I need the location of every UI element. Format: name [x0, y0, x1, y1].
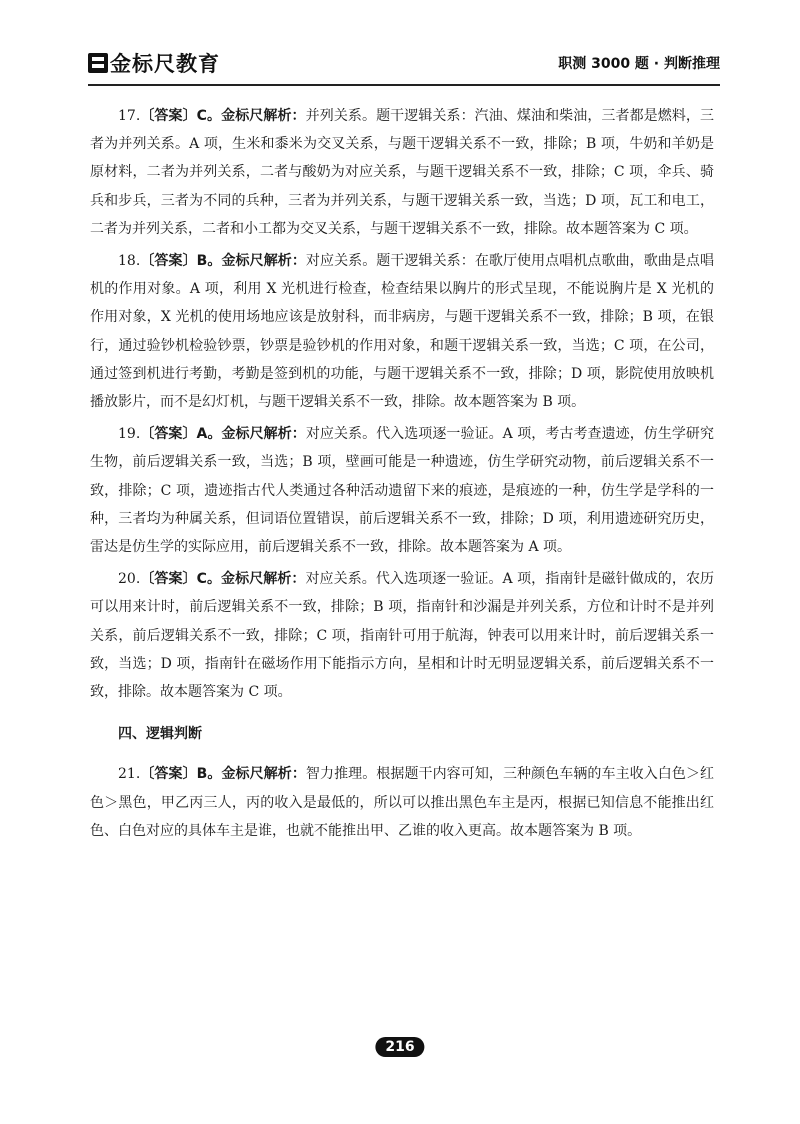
analysis-text: 并列关系。题干逻辑关系：汽油、煤油和柴油，三者都是燃料，三者为并列关系。A 项，生米和黍米为交叉关系，与题干逻辑关系不一致，排除；B 项，牛奶和羊奶是原材料，二者为并列关系，二者与酸奶为对应关系，与题干逻辑关系不一致，排除；C 项，伞兵、骑兵和步兵，三者为不同的兵种，三者为并列关系，与题干逻辑关系一致，当选；D 项，瓦工和电工，二者为并列关系，二者和小工都为交叉关系，与题干逻辑关系不一致，排除。故本题答案为 C 项。	[90, 108, 715, 237]
page-header	[88, 44, 720, 82]
section-title: 四、逻辑判断	[118, 726, 202, 743]
answer-label: 〔答案〕C。	[140, 571, 222, 588]
analysis-label: 金标尺解析：	[221, 253, 306, 270]
answer-17	[90, 102, 714, 243]
question-number: 21.	[118, 766, 141, 783]
analysis-text: 对应关系。题干逻辑关系：在歌厅使用点唱机点歌曲，歌曲是点唱机的作用对象。A 项，利用 X 光机进行检查，检查结果以胸片的形式呈现，不能说胸片是 X 光机的作用对象，X 光机的使用场地应该是放射科，而非病房，与题干逻辑关系不一致，排除；B 项，在银行，通过验钞机检验钞票，钞票是验钞机的作用对象，和题干逻辑关系一致，当选；C 项，在公司，通过签到机进行考勤，考勤是签到机的功能，与题干逻辑关系不一致，排除；D 项，影院使用放映机播放影片，而不是幻灯机，与题干逻辑关系不一致，排除。故本题答案为 B 项。	[90, 253, 715, 411]
question-number: 17.	[118, 108, 141, 124]
question-number: 18.	[118, 253, 141, 270]
analysis-text: 对应关系。代入选项逐一验证。A 项，考古考查遗迹，仿生学研究生物，前后逻辑关系一致，当选；B 项，壁画可能是一种遗迹，仿生学研究动物，前后逻辑关系不一致，排除；C 项，遗迹指古代人类通过各种活动遗留下来的痕迹，是痕迹的一种，仿生学是学科的一种，三者均为种属关系，但词语位置错误，前后逻辑关系不一致，排除；D 项，利用遗迹研究历史，雷达是仿生学的实际应用，前后逻辑关系不一致，排除。故本题答案为 A 项。	[90, 426, 714, 556]
page-number: 216	[375, 1037, 424, 1057]
answer-label: 〔答案〕C。	[140, 108, 222, 124]
header-divider	[88, 84, 720, 86]
question-number: 19.	[118, 426, 141, 443]
answer-label: 〔答案〕B。	[140, 766, 222, 783]
answer-content	[90, 102, 714, 849]
analysis-text: 对应关系。代入选项逐一验证。A 项，指南针是磁针做成的，农历可以用来计时，前后逻辑关系不一致，排除；B 项，指南针和沙漏是并列关系，方位和计时不是并列关系，前后逻辑关系不一致，排除；C 项，指南针可用于航海，钟表可以用来计时，前后逻辑关系一致，当选；D 项，指南针在磁场作用下能指示方向，星相和计时无明显逻辑关系，前后逻辑关系不一致，排除。故本题答案为 C 项。	[90, 571, 715, 701]
analysis-label: 金标尺解析：	[221, 108, 306, 124]
analysis-label: 金标尺解析：	[221, 426, 306, 443]
publisher-logo	[88, 48, 220, 78]
logo-mark-icon	[88, 53, 108, 73]
answer-label: 〔答案〕A。	[140, 426, 222, 443]
analysis-text: 智力推理。根据题干内容可知，三种颜色车辆的车主收入白色＞红色＞黑色，甲乙丙三人，丙的收入是最低的，所以可以推出黑色车主是丙，根据已知信息不能推出红色、白色对应的具体车主是谁，也就不能推出甲、乙谁的收入更高。故本题答案为 B 项。	[90, 766, 715, 839]
question-number: 20.	[118, 571, 141, 588]
answer-21	[90, 760, 714, 845]
analysis-label: 金标尺解析：	[221, 571, 306, 588]
logo-text: 金标尺教育	[110, 52, 220, 76]
answer-19	[90, 420, 714, 561]
analysis-label: 金标尺解析：	[221, 766, 306, 783]
book-title: 职测 3000 题 · 判断推理	[558, 56, 720, 72]
answer-18	[90, 247, 714, 416]
answer-label: 〔答案〕B。	[140, 253, 222, 270]
answer-20	[90, 565, 714, 706]
